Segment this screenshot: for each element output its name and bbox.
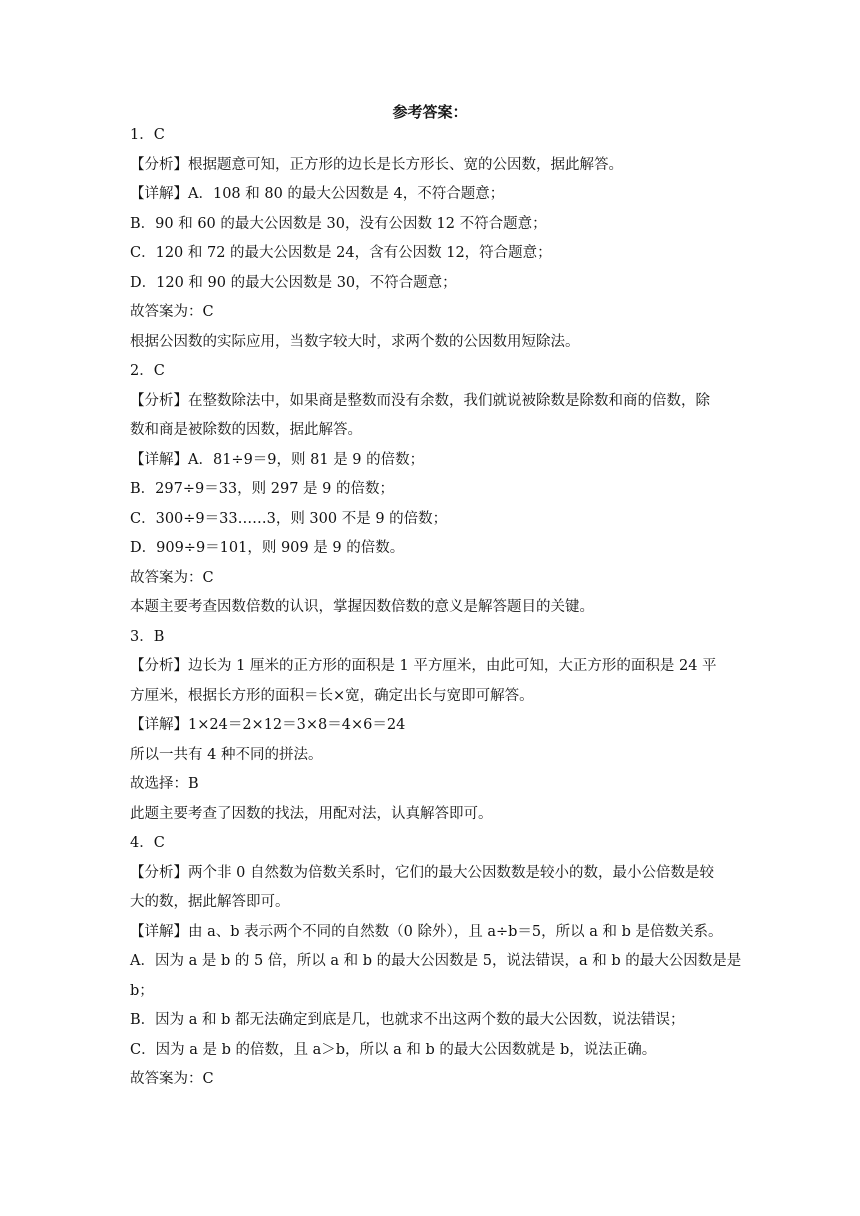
answer-line: 所以一共有 4 种不同的拼法。	[130, 746, 323, 763]
answer-line: 方厘米，根据长方形的面积＝长×宽，确定出长与宽即可解答。	[130, 687, 534, 704]
answer-line: 根据公因数的实际应用，当数字较大时，求两个数的公因数用短除法。	[130, 333, 580, 350]
answer-line: 本题主要考查因数倍数的认识，掌握因数倍数的意义是解答题目的关键。	[130, 599, 594, 615]
answer-line: 2．C	[130, 363, 165, 379]
answer-line: 故答案为：C	[130, 569, 214, 586]
answer-line: 【分析】在整数除法中，如果商是整数而没有余数，我们就说被除数是除数和商的倍数，除	[130, 392, 710, 409]
answer-line: 故选择：B	[130, 776, 199, 792]
answer-line: D．909÷9＝101，则 909 是 9 的倍数。	[130, 540, 405, 556]
answer-line: 【分析】根据题意可知，正方形的边长是长方形长、宽的公因数，据此解答。	[130, 156, 623, 173]
answer-line: B．因为 a 和 b 都无法确定到底是几，也就求不出这两个数的最大公因数，说法错误；	[130, 1012, 685, 1028]
answer-content	[130, 121, 742, 1095]
answer-line: 3．B	[130, 628, 165, 645]
answer-line: 大的数，据此解答即可。	[130, 894, 290, 910]
answer-line: 故答案为：C	[130, 304, 214, 320]
answer-line: B．90 和 60 的最大公因数是 30，没有公因数 12 不符合题意；	[130, 215, 547, 232]
answer-line: 【分析】边长为 1 厘米的正方形的面积是 1 平方厘米，由此可知，大正方形的面积是 24 平	[130, 658, 717, 674]
answer-line: 【详解】由 a、b 表示两个不同的自然数（0 除外），且 a÷b＝5，所以 a 和 b 是倍数关系。	[130, 923, 723, 940]
answer-line: 【详解】1×24＝2×12＝3×8＝4×6＝24	[130, 717, 406, 733]
answer-line: 【详解】A．108 和 80 的最大公因数是 4，不符合题意；	[130, 186, 505, 202]
answer-line: 数和商是被除数的因数，据此解答。	[130, 422, 362, 438]
page-title: 参考答案：	[392, 103, 468, 121]
answer-line: 此题主要考查了因数的找法，用配对法，认真解答即可。	[130, 805, 493, 822]
answer-line: C．120 和 72 的最大公因数是 24，含有公因数 12，符合题意；	[130, 245, 552, 261]
answer-line: b；	[130, 982, 154, 999]
answer-line: 故答案为：C	[130, 1071, 214, 1087]
answer-line: 【详解】A．81÷9＝9，则 81 是 9 的倍数；	[130, 451, 425, 468]
answer-line: B．297÷9＝33，则 297 是 9 的倍数；	[130, 481, 394, 497]
answer-line: 【分析】两个非 0 自然数为倍数关系时，它们的最大公因数数是较小的数，最小公倍数是较	[130, 864, 714, 881]
answer-line: C．因为 a 是 b 的倍数，且 a＞b，所以 a 和 b 的最大公因数就是 b，说法正确。	[130, 1041, 657, 1058]
answer-line: A．因为 a 是 b 的 5 倍，所以 a 和 b 的最大公因数是 5，说法错误，a 和 b 的最大公因数是是	[130, 953, 742, 969]
answer-line: C．300÷9＝33……3，则 300 不是 9 的倍数；	[130, 510, 448, 527]
answer-line: 1．C	[130, 127, 165, 143]
answer-line: 4．C	[130, 835, 165, 851]
answer-line: D．120 和 90 的最大公因数是 30，不符合题意；	[130, 274, 457, 291]
